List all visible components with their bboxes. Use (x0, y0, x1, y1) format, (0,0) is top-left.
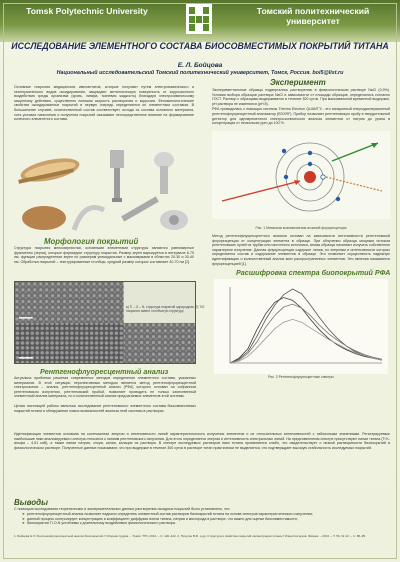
university-name-ru: Томский политехнический университет (256, 6, 370, 26)
sem-caption: а) Ti – O – N, структура покрытий однородная, б) TiO покрытия имеют столбчатую структуру. (126, 305, 205, 313)
morphology-heading: Морфология покрытий (44, 237, 139, 246)
fluorescence-scheme (212, 131, 390, 219)
implant-photos (14, 140, 194, 240)
morphology-paragraph: Структура покрытия мелкозернистая, основными элементами структуры являются равномерные фрагменты (зерна), которые формируют структуру покрытия. Размер зерен варьируется в интервале 6-75 нм, функции распределения зерен по размерам унимодальные с максимумами в областях 20-30 и 30-40 нм. Обработка покрытий – текстурированные столбцы, средний размер которых составляет 40-70 нм [2]. (14, 246, 194, 264)
conclusions-intro: С помощью исследования теоретических и экспериментальных данных растворения оксидных покрытий было установлено, что: (14, 507, 231, 511)
conclusion-item: ➤ рентгенофлуоресцентный анализ позволяет надежно определять элементный состав растворов биопокрытий титана на основе спектров характеристического излучения; (22, 512, 388, 517)
references: 1. Бойцова Е.Л. Рентгенофлуоресцентный анализ биопокрытий // Сборник трудов. – Томск: ТПУ, 2014. – С. 120–122. 2. Пичугин В.Ф. и др. Структура и свойства покрытий оксинитридов титана // Известия вузов. Физика. – 2013. – Т. 56, № 12. – С. 88–95. (14, 534, 366, 538)
sem-micrographs (14, 281, 196, 364)
experiment-heading: Эксперимент (270, 78, 326, 87)
spectrum-heading: Расшифровка спектра биопокрытий РФА (236, 268, 391, 277)
conclusions-list (22, 512, 388, 526)
intro-paragraph: Основные покрытия медицинских имплантатов, которые получают путем электрохимического и газотермического видов оксидирования, защищают металлическую поверхность от коррозионного воздействия среды организма (кровь, лимфа, тканевая жидкость) благодаря электрохимическому защитному действию, существенно понижая скорость растворения и коррозии. Феноменологические свойства оксидированных покрытий в первую очередь определяются их элементным составом. В большинстве случаев, количественный состав соответствует, исходя из состава основного материала, хотя условия напыления и получения покрытий оказывают непосредственное влияние на формирование конечного элементного состава. (14, 85, 194, 122)
experiment-paragraph-2: РФА проводилась с помощью системы Thermo Electron QUANT'X - это аппаратный энергодисперсионный рентгенофлуоресцентный анализатор (EDXRF). Прибор позволяет рентгеновскую пробу в твердотельный детектор для одновременного спектроскопического анализа элементов от натрия до урана в концентрации от нескольких ppm до 100 %. (212, 107, 390, 126)
affiliation: Национальный исследовательский Томский политехнический университет, Томск, Россия. boi5@list.ru (56, 70, 344, 76)
poster-title: ИССЛЕДОВАНИЕ ЭЛЕМЕНТНОГО СОСТАВА БИОСОВМЕСТИМЫХ ПОКРЫТИЙ ТИТАНА (11, 41, 389, 51)
xrf-paragraph: Актуальна проблема решения современных методов определения элементного состава, указанных материалов. В этой ситуации перспективным методом является метод рентгенофлуоресцентной спектроскопии – анализ, рентгенофлуоресцентный анализ (РФА) которого основан на собранном рентгеновском излучении, рентгеновский пробой, позволяет проводить не только качественный элементный анализ материала, но и количественный анализ предлагаемых элементов этой системы. (14, 376, 196, 399)
experiment-paragraph-1: Экспериментальные образцы подвергались растворению в физиологическом растворе NaCl (0,9%). Условия выбора образцов раствора NaCl в зависимости от площади образцов, определялись согласно ГОСТ. Раствор с образцами выдерживался в течение 300 суток. При максимальной временной выдержке, pH раствора не изменялся (pH 8). (212, 88, 390, 106)
conclusion-item: ➤ биопокрытия Ti-O-N устойчивы к длительному воздействию физиологического раствора. (22, 521, 388, 526)
author: Е. Л. Бойцова (177, 62, 223, 69)
spectrum-paragraph: Идентификация элементов основана на соотношении энергии и интенсивности линий характеристического излучения элементов и их относительных интенсивностей с табличными значениями. Регистрируемые наибольшие пики анализируемого спектра относятся к линиям рентгеновского излучения. Для этого определяется энергия и интенсивность спектральных линий. На представленном спектре присутствуют линии титана (Ti K-альфа – 4,51 кэВ), а также линии натрия, хлора, калия, кальция из раствора. В спектре исследуемых растворов пики титана проявляются слабо, что свидетельствует о низкой растворимости биопокрытий в физиологическом растворе. Полученные данные показывают, что при выдержке в течение 300 суток в растворе титан практически не выделяется, что подтверждает высокую стабильность исследуемых покрытий. (14, 432, 390, 450)
figure1-caption: Рис. 1 Механизм возникновения атомной флуоресценции (255, 226, 347, 230)
xrf-heading: Рентгенофлуоресцентный анализ (40, 367, 169, 376)
goal-paragraph: Целью настоящей работы являлось исследование рентгеновского элементного состава биосовместимых покрытий титана и обнаружение новых возможностей анализа этой системы в растворах. (14, 404, 196, 413)
xrf-spectrum-chart (214, 279, 388, 374)
conclusion-item: ➤ данный процесс контролирует концентрацию и коэффициент диффузии ионов титана, натрия и кислорода в растворе, что важно для оценки биосовместимости; (22, 517, 388, 522)
figure2-caption: Рис. 2 Рентгенофлуоресцентные спектры (268, 375, 334, 379)
conclusions-heading: Выводы (14, 498, 48, 507)
university-name-en: Tomsk Polytechnic University (26, 6, 148, 16)
experiment-block (212, 88, 390, 126)
method-paragraph: Метод рентгенофлуоресцентного анализа основан на зависимости интенсивности рентгеновской флуоресценции от концентрации элемента в образце. При облучении образца мощным потоком рентгеновских лучей из трубки или изотопного источника, атомы образца начинают излучать собственное характерное излучение. Данная флуоресценция содержит линии, по энергиям и интенсивности которых определяется состав и содержание элементов в образце. Это позволяет осуществлять надежную идентификацию и количественный анализ всех распространенных элементов. Эти явления называются флуоресценцией [1]. (212, 234, 390, 266)
